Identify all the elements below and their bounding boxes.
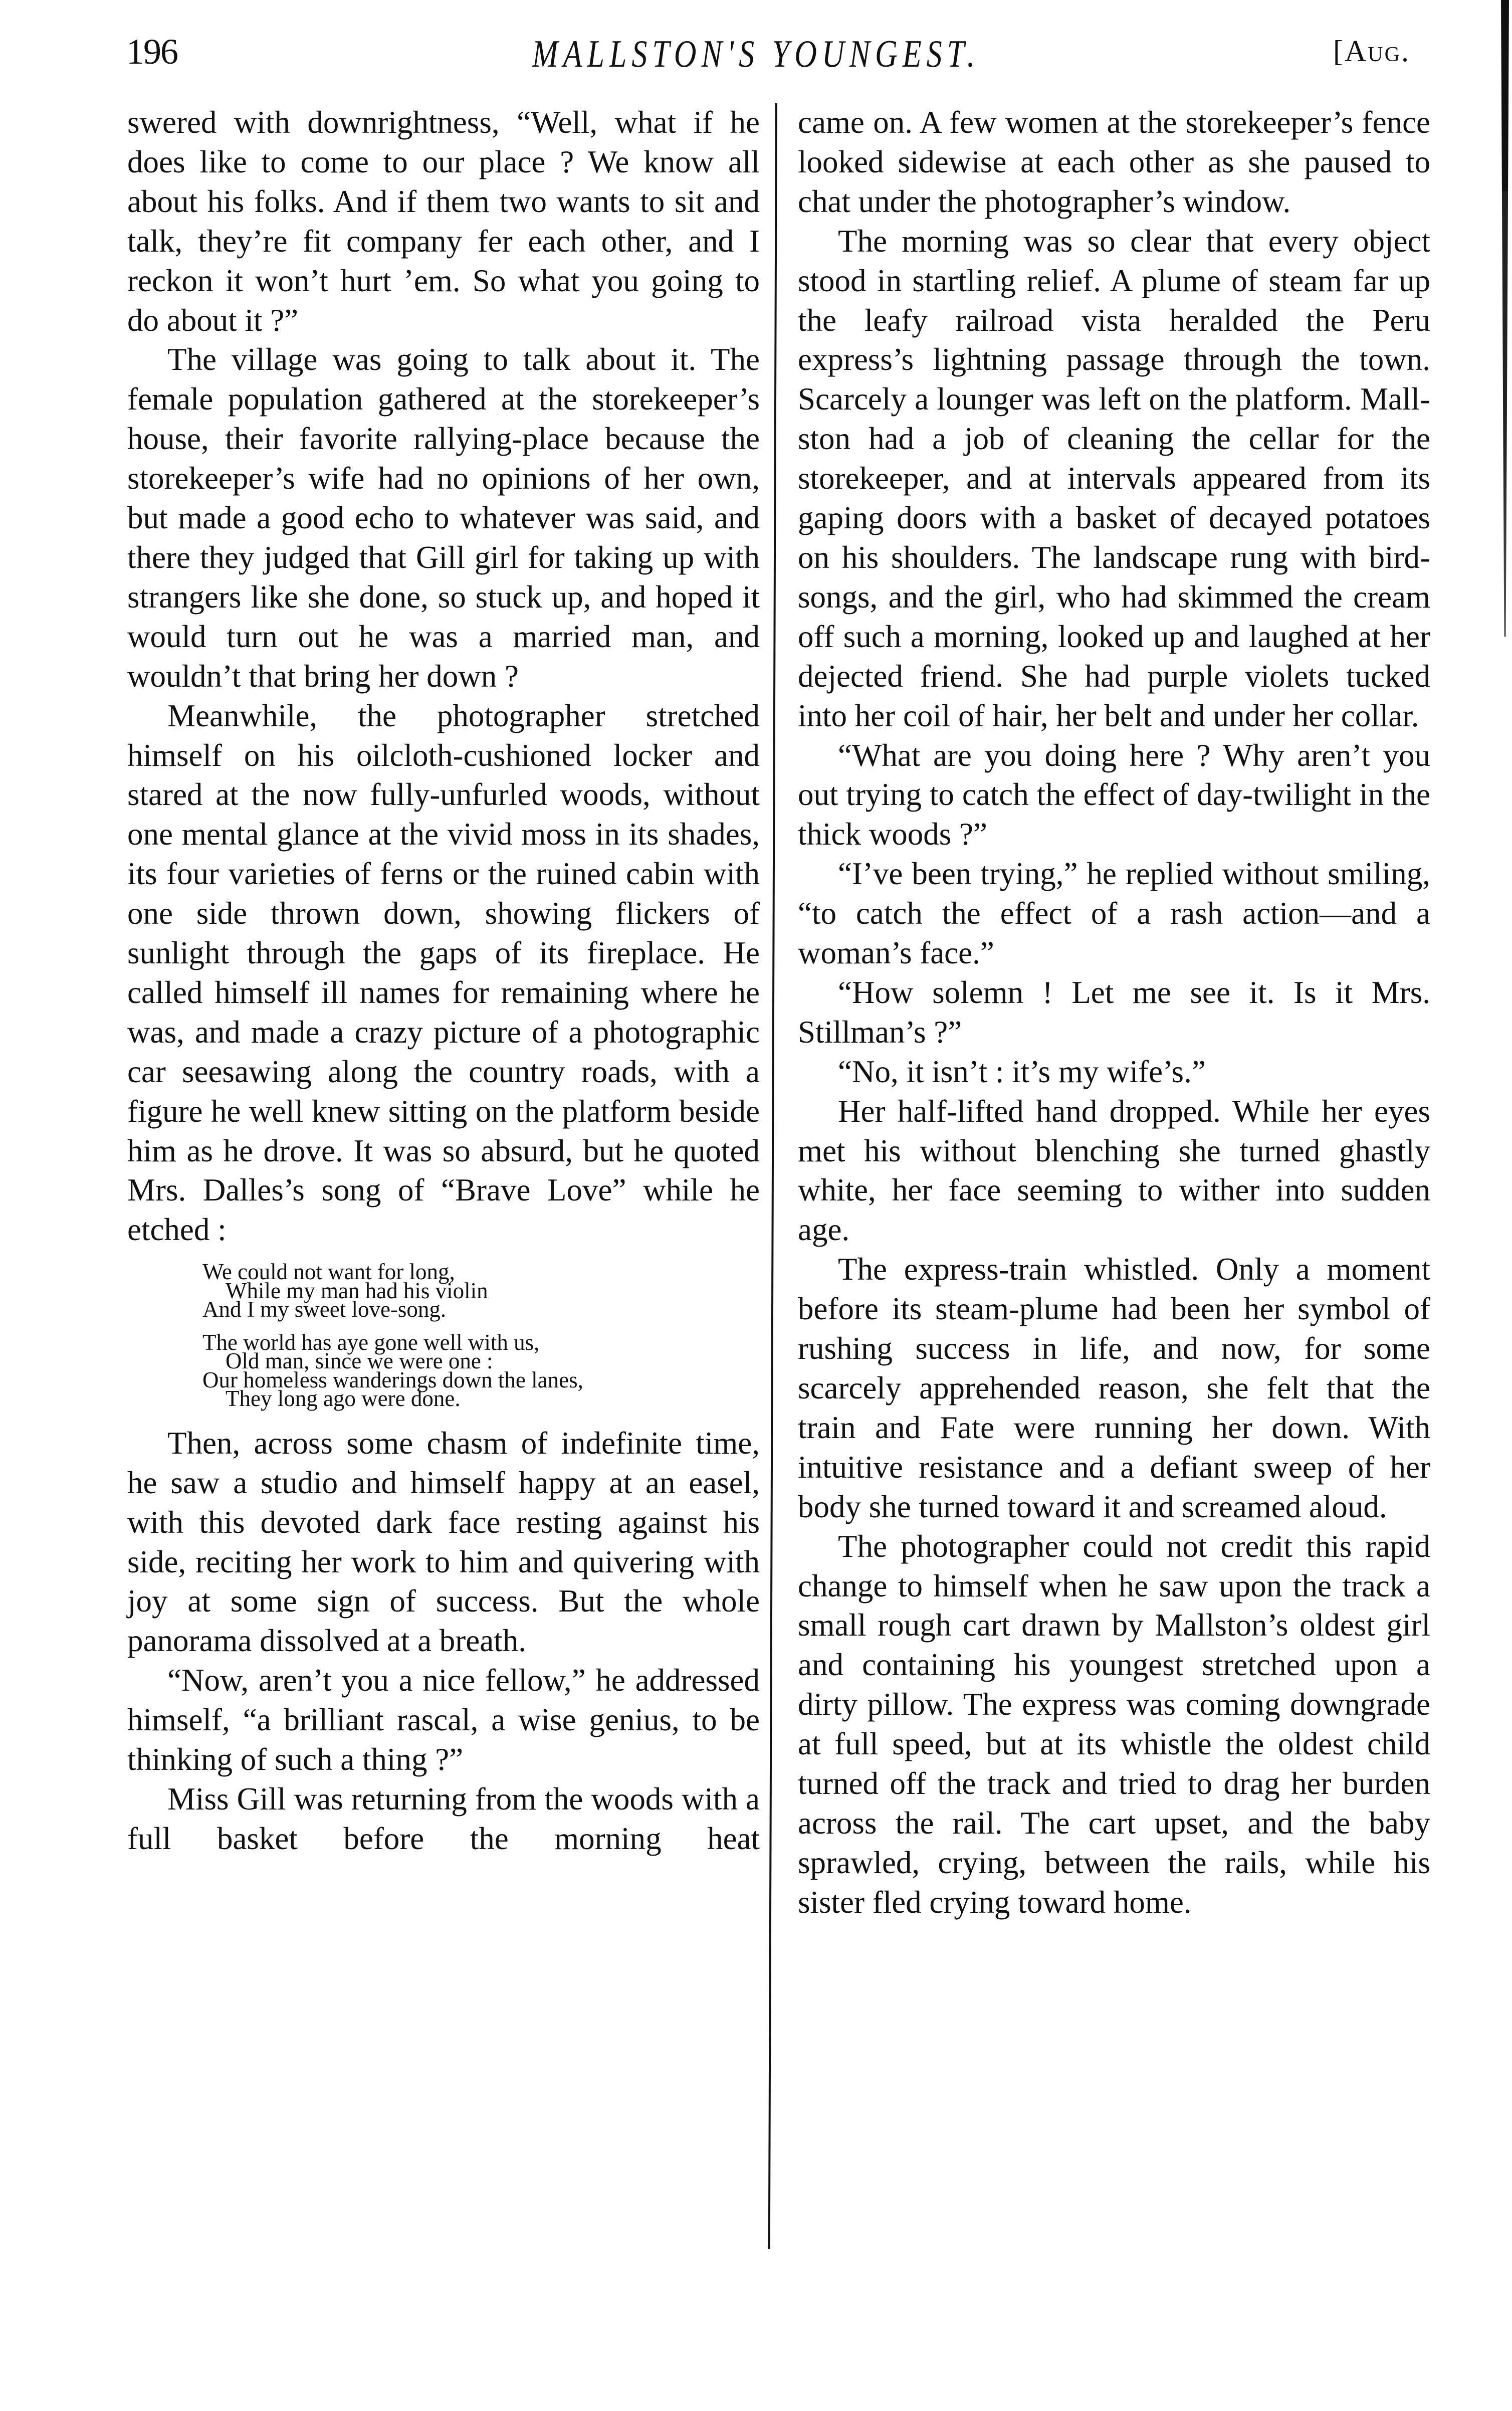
scan-edge-artifact	[1501, 0, 1509, 637]
verse-line: And I my sweet love-song.	[202, 1297, 447, 1322]
paragraph: came on. A few women at the storekeeper’s fence looked sidewise at each other as she paused to chat under the photographer’s window.	[798, 105, 1430, 219]
paragraph: “I’ve been trying,” he replied without smiling, “to catch the effect of a rash action—and a woman’s face.”	[798, 856, 1430, 971]
paragraph: The morning was so clear that every object stood in startling relief. A plume of steam far up the leafy railroad vista heralded the Peru express’s lightning passage through the town. Scarcely a lounger was left on the platform. Mallston had a job of cleaning the cellar for the storekeeper, and at intervals appeared from its gaping doors with a basket of decayed potatoes on his shoulders. The landscape rung with bird-songs, and the girl, who had skimmed the cream off such a morning, looked up and laughed at her dejected friend. She had purple violets tucked into her coil of hair, her belt and under her collar.	[798, 223, 1430, 733]
running-title: MALLSTON'S YOUNGEST.	[532, 33, 980, 76]
issue-month: [Aug.	[1333, 35, 1410, 68]
paragraph: “What are you doing here ? Why aren’t you out trying to catch the effect of day-twilight in the thick woods ?”	[798, 737, 1430, 852]
right-column	[798, 103, 1430, 1922]
paragraph: “No, it isn’t : it’s my wife’s.”	[838, 1054, 1206, 1089]
paragraph: The photographer could not credit this rapid change to himself when he saw upon the track a small rough cart drawn by Mallston’s oldest girl and containing his youngest stretched upon a dirty pillow. The express was coming downgrade at full speed, but at its whistle the oldest child turned off the track and tried to drag her burden across the rail. The cart upset, and the baby sprawled, crying, between the rails, while his sister fled crying toward home.	[798, 1528, 1430, 1920]
paragraph: swered with downrightness, “Well, what if he does like to come to our place ? We know all about his folks. And if them two wants to sit and talk, they’re fit company fer each other, and I reckon it won’t hurt ’em. So what you going to do about it ?”	[127, 105, 760, 338]
verse-stanza	[202, 1259, 760, 1322]
left-column	[127, 103, 760, 1859]
verse-line: Old man, since we were one :	[226, 1348, 493, 1374]
paragraph: “How solemn ! Let me see it. Is it Mrs. Stillman’s ?”	[798, 974, 1430, 1050]
paragraph: Her half-lifted hand dropped. While her eyes met his without blenching she turned ghastly white, her face seeming to wither into sudden age.	[798, 1093, 1430, 1248]
paragraph: The express-train whistled. Only a moment before its steam-plume had been her symbol of rushing success in life, and now, for some scarcely apprehended reason, she felt that the train and Fate were running her down. With intuitive resistance and a defiant sweep of her body she turned toward it and screamed aloud.	[798, 1252, 1430, 1524]
verse-line: We could not want for long,	[202, 1259, 455, 1285]
paragraph: Meanwhile, the photographer stretched himself on his oilcloth-cushioned locker and stared at the now fully-unfurled woods, without one mental glance at the vivid moss in its shades, its four varieties of ferns or the ruined cabin with one side thrown down, showing flickers of sunlight through the gaps of its fireplace. He called himself ill names for remaining where he was, and made a crazy picture of a photographic car seesawing along the country roads, with a figure he well knew sitting on the platform beside him as he drove. It was so absurd, but he quoted Mrs. Dalles’s song of “Brave Love” while he etched :	[127, 698, 760, 1248]
verse-line: Our homeless wanderings down the lanes,	[202, 1367, 583, 1392]
verse-line: The world has aye gone well with us,	[202, 1329, 540, 1355]
paragraph: Then, across some chasm of indefinite time, he saw a studio and himself happy at an easel, with this devoted dark face resting against his side, reciting her work to him and quivering with joy at some sign of success. But the whole panorama dissolved at a breath.	[127, 1425, 760, 1659]
verse-stanza	[202, 1329, 760, 1412]
verse-quotation	[202, 1259, 760, 1412]
verse-line: While my man had his violin	[226, 1278, 488, 1303]
column-divider-rule	[768, 103, 777, 2249]
paragraph: “Now, aren’t you a nice fellow,” he addressed himself, “a brilliant rascal, a wise genius, to be thinking of such a thing ?”	[127, 1663, 760, 1777]
verse-line: They long ago were done.	[226, 1386, 461, 1412]
paragraph: The village was going to talk about it. The female population gathered at the storekeeper’s house, their favorite rallying-place because the storekeeper’s wife had no opinions of her own, but made a good echo to whatever was said, and there they judged that Gill girl for taking up with strangers like she done, so stuck up, and hoped it would turn out he was a married man, and wouldn’t that bring her down ?	[127, 342, 760, 694]
paragraph: Miss Gill was returning from the woods with a full basket before the morning heat	[127, 1781, 760, 1856]
page-number: 196	[126, 32, 177, 72]
